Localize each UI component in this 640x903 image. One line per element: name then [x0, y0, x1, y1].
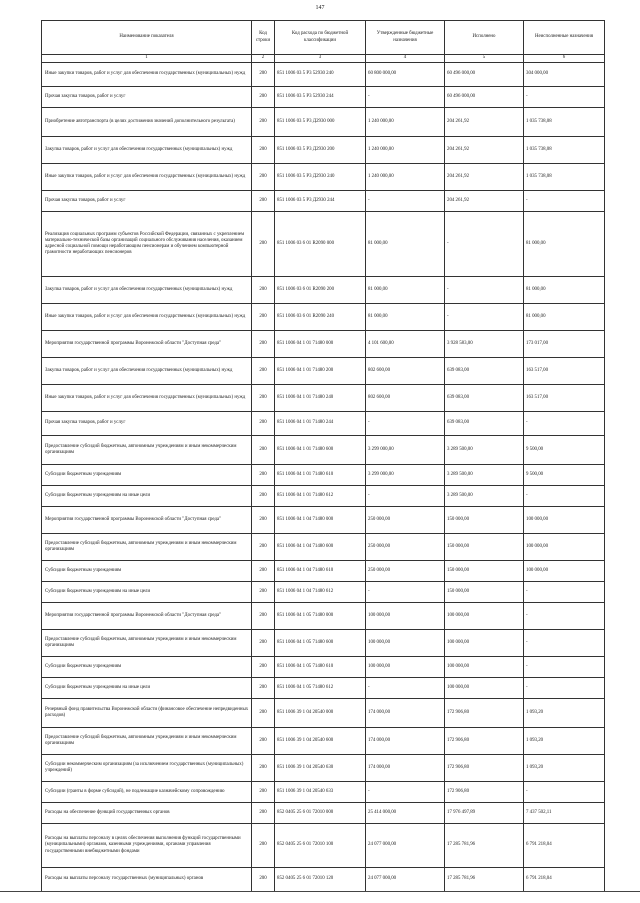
cell-executed: 3 289 500,00: [445, 486, 524, 507]
cell-approved: 174 000,00: [366, 699, 445, 728]
cell-indicator-name: Мероприятия государственной программы Воронежской области "Доступная среда": [42, 603, 252, 630]
cell-unexecuted: 1 093,20: [524, 728, 605, 755]
cell-line-code: 200: [252, 63, 275, 87]
budget-execution-table: [41, 20, 605, 892]
cell-approved: 81 000,00: [366, 212, 445, 277]
cell-executed: -: [445, 304, 524, 331]
table-row: [42, 630, 605, 657]
cell-executed: 60 496 000,00: [445, 87, 524, 108]
cell-line-code: 200: [252, 782, 275, 803]
cell-approved: 1 240 000,00: [366, 164, 445, 191]
cell-line-code: 200: [252, 803, 275, 824]
cell-unexecuted: 6 791 218,04: [524, 868, 605, 892]
cell-indicator-name: Приобретение автотранспорта (в целях достижения значений дополнительного результата): [42, 108, 252, 137]
cell-unexecuted: 7 437 502,11: [524, 803, 605, 824]
cell-line-code: 200: [252, 699, 275, 728]
cell-indicator-name: Прочая закупка товаров, работ и услуг: [42, 191, 252, 212]
cell-unexecuted: 100 000,00: [524, 534, 605, 561]
table-row: [42, 582, 605, 603]
cell-expense-code: 851 1006 04 1 01 71480 612: [275, 486, 366, 507]
table-row: [42, 561, 605, 582]
cell-approved: 100 000,00: [366, 603, 445, 630]
cell-line-code: 200: [252, 582, 275, 603]
cell-executed: 100 000,00: [445, 603, 524, 630]
cell-indicator-name: Иные закупки товаров, работ и услуг для обеспечения государственных (муниципальных) нужд: [42, 385, 252, 412]
cell-indicator-name: Субсидии бюджетным учреждениям: [42, 465, 252, 486]
table-row: [42, 358, 605, 385]
cell-executed: 639 083,00: [445, 412, 524, 436]
table-row: [42, 385, 605, 412]
cell-approved: 25 414 000,00: [366, 803, 445, 824]
cell-unexecuted: 163 517,00: [524, 385, 605, 412]
cell-unexecuted: 100 000,00: [524, 507, 605, 534]
cell-approved: 250 000,00: [366, 507, 445, 534]
cell-executed: 100 000,00: [445, 657, 524, 678]
table-row: [42, 603, 605, 630]
cell-executed: 639 083,00: [445, 358, 524, 385]
cell-indicator-name: Субсидии бюджетным учреждениям: [42, 561, 252, 582]
cell-line-code: 200: [252, 657, 275, 678]
table-row: [42, 824, 605, 868]
cell-expense-code: 851 1006 04 1 04 71480 600: [275, 534, 366, 561]
cell-unexecuted: -: [524, 582, 605, 603]
column-number: 2: [252, 55, 275, 63]
cell-approved: 174 000,00: [366, 728, 445, 755]
cell-unexecuted: 1 035 738,08: [524, 108, 605, 137]
cell-indicator-name: Предоставление субсидий бюджетным, автономным учреждениям и иным некоммерческим организациям: [42, 728, 252, 755]
cell-approved: 3 299 000,00: [366, 465, 445, 486]
cell-indicator-name: Расходы на выплаты персоналу в целях обеспечения выполнения функций государственными (муниципальными) органами, казенными учреждениями, органами управления государственными внебюджетными фондами: [42, 824, 252, 868]
cell-executed: 100 000,00: [445, 630, 524, 657]
cell-unexecuted: 1 035 738,08: [524, 137, 605, 164]
column-number: 6: [524, 55, 605, 63]
cell-unexecuted: -: [524, 87, 605, 108]
cell-indicator-name: Закупка товаров, работ и услуг для обеспечения государственных (муниципальных) нужд: [42, 358, 252, 385]
cell-line-code: 200: [252, 436, 275, 465]
cell-unexecuted: -: [524, 782, 605, 803]
cell-indicator-name: Закупка товаров, работ и услуг для обеспечения государственных (муниципальных) нужд: [42, 277, 252, 304]
cell-approved: 4 101 600,00: [366, 331, 445, 358]
cell-expense-code: 851 1006 04 1 05 71480 610: [275, 657, 366, 678]
cell-expense-code: 852 0405 25 6 01 72010 120: [275, 868, 366, 892]
column-number: 4: [366, 55, 445, 63]
cell-unexecuted: 6 791 218,04: [524, 824, 605, 868]
cell-approved: 81 000,00: [366, 304, 445, 331]
cell-expense-code: 851 1006 03 5 P3 Д2930 200: [275, 137, 366, 164]
cell-line-code: 200: [252, 755, 275, 782]
cell-executed: 204 261,92: [445, 137, 524, 164]
cell-indicator-name: Реализация социальных программ субъектов Российской Федерации, связанных с укреплением материально-технической базы организаций социального обслуживания населения, оказанием адресной социальной помощи неработающим пенсионерам и обучением компьютерной грамотности неработающих пенсионеров: [42, 212, 252, 277]
cell-indicator-name: Субсидии бюджетным учреждениям на иные цели: [42, 678, 252, 699]
cell-expense-code: 851 1006 03 5 P3 52930 244: [275, 87, 366, 108]
table-row: [42, 782, 605, 803]
table-row: [42, 868, 605, 892]
cell-approved: -: [366, 87, 445, 108]
table-body: [42, 63, 605, 892]
cell-line-code: 200: [252, 465, 275, 486]
cell-executed: 150 000,00: [445, 507, 524, 534]
cell-expense-code: 851 1006 03 6 01 R2090 200: [275, 277, 366, 304]
table-row: [42, 465, 605, 486]
cell-approved: 802 600,00: [366, 358, 445, 385]
cell-approved: 1 240 000,00: [366, 137, 445, 164]
cell-approved: 100 000,00: [366, 630, 445, 657]
cell-approved: -: [366, 582, 445, 603]
cell-unexecuted: 1 093,20: [524, 755, 605, 782]
cell-indicator-name: Субсидии некоммерческим организациям (за исключением государственных (муниципальных) учреждений): [42, 755, 252, 782]
cell-executed: 3 289 500,00: [445, 465, 524, 486]
cell-unexecuted: 9 500,00: [524, 465, 605, 486]
cell-approved: -: [366, 678, 445, 699]
header-executed: Исполнено: [445, 21, 524, 55]
cell-expense-code: 851 1006 04 1 01 71480 600: [275, 436, 366, 465]
cell-approved: -: [366, 412, 445, 436]
column-number: 3: [275, 55, 366, 63]
header-approved: Утвержденные бюджетные назначения: [366, 21, 445, 55]
cell-indicator-name: Иные закупки товаров, работ и услуг для обеспечения государственных (муниципальных) нужд: [42, 304, 252, 331]
cell-approved: 3 299 000,00: [366, 436, 445, 465]
cell-executed: -: [445, 277, 524, 304]
cell-executed: 3 289 500,00: [445, 436, 524, 465]
table-row: [42, 137, 605, 164]
cell-approved: -: [366, 782, 445, 803]
cell-line-code: 200: [252, 358, 275, 385]
page-number: 147: [315, 5, 325, 11]
cell-expense-code: 852 0405 25 6 01 72010 000: [275, 803, 366, 824]
cell-indicator-name: Иные закупки товаров, работ и услуг для обеспечения государственных (муниципальных) нужд: [42, 63, 252, 87]
cell-expense-code: 851 1006 03 6 01 R2090 240: [275, 304, 366, 331]
cell-expense-code: 851 1006 04 1 05 71480 600: [275, 630, 366, 657]
cell-executed: 172 906,80: [445, 728, 524, 755]
cell-executed: 639 083,00: [445, 385, 524, 412]
cell-unexecuted: 304 000,00: [524, 63, 605, 87]
cell-unexecuted: -: [524, 657, 605, 678]
cell-expense-code: 851 1006 04 1 01 71480 200: [275, 358, 366, 385]
cell-executed: 17 976 497,89: [445, 803, 524, 824]
cell-line-code: 200: [252, 277, 275, 304]
cell-approved: 60 800 000,00: [366, 63, 445, 87]
cell-executed: 17 285 781,96: [445, 824, 524, 868]
cell-line-code: 200: [252, 728, 275, 755]
cell-executed: 150 000,00: [445, 561, 524, 582]
cell-line-code: 200: [252, 412, 275, 436]
cell-line-code: 200: [252, 87, 275, 108]
cell-indicator-name: Субсидии бюджетным учреждениям на иные цели: [42, 486, 252, 507]
cell-expense-code: 851 1006 04 1 01 71480 610: [275, 465, 366, 486]
cell-approved: 24 077 000,00: [366, 824, 445, 868]
cell-unexecuted: -: [524, 678, 605, 699]
table-row: [42, 331, 605, 358]
cell-expense-code: 851 1006 39 1 04 20540 000: [275, 699, 366, 728]
table-row: [42, 755, 605, 782]
cell-approved: 81 000,00: [366, 277, 445, 304]
page-bottom-rule: [0, 891, 640, 892]
table-row: [42, 304, 605, 331]
cell-expense-code: 851 1006 39 1 04 20540 600: [275, 728, 366, 755]
cell-approved: 250 000,00: [366, 561, 445, 582]
cell-indicator-name: Субсидии бюджетным учреждениям на иные цели: [42, 582, 252, 603]
cell-line-code: 200: [252, 331, 275, 358]
cell-executed: 204 261,92: [445, 164, 524, 191]
cell-indicator-name: Субсидии (гранты в форме субсидий), не подлежащие казначейскому сопровождению: [42, 782, 252, 803]
table-row: [42, 412, 605, 436]
cell-unexecuted: -: [524, 412, 605, 436]
cell-approved: -: [366, 191, 445, 212]
cell-approved: 250 000,00: [366, 534, 445, 561]
table-row: [42, 63, 605, 87]
cell-executed: 172 906,80: [445, 755, 524, 782]
cell-line-code: 200: [252, 561, 275, 582]
cell-expense-code: 851 1006 04 1 05 71480 612: [275, 678, 366, 699]
table-row: [42, 212, 605, 277]
cell-executed: 172 906,80: [445, 782, 524, 803]
cell-expense-code: 851 1006 03 5 P3 Д2930 244: [275, 191, 366, 212]
cell-executed: 17 285 781,96: [445, 868, 524, 892]
header-line-code: Код строки: [252, 21, 275, 55]
cell-executed: 150 000,00: [445, 582, 524, 603]
table-row: [42, 191, 605, 212]
cell-expense-code: 851 1006 04 1 01 71480 240: [275, 385, 366, 412]
table-row: [42, 277, 605, 304]
table-row: [42, 728, 605, 755]
cell-approved: 802 600,00: [366, 385, 445, 412]
header-expense-code: Код расхода по бюджетной классификации: [275, 21, 366, 55]
table-row: [42, 507, 605, 534]
cell-indicator-name: Закупка товаров, работ и услуг для обеспечения государственных (муниципальных) нужд: [42, 137, 252, 164]
cell-indicator-name: Расходы на обеспечение функций государственных органов: [42, 803, 252, 824]
cell-unexecuted: 1 035 738,08: [524, 164, 605, 191]
cell-indicator-name: Иные закупки товаров, работ и услуг для обеспечения государственных (муниципальных) нужд: [42, 164, 252, 191]
table-header-row: [42, 21, 605, 55]
cell-unexecuted: 173 017,00: [524, 331, 605, 358]
column-number: 5: [445, 55, 524, 63]
cell-expense-code: 851 1006 39 1 04 20540 633: [275, 782, 366, 803]
cell-expense-code: 851 1006 03 5 P3 Д2930 240: [275, 164, 366, 191]
table-row: [42, 699, 605, 728]
cell-executed: -: [445, 212, 524, 277]
column-number: 1: [42, 55, 252, 63]
cell-expense-code: 851 1006 03 5 P3 52930 240: [275, 63, 366, 87]
cell-indicator-name: Субсидии бюджетным учреждениям: [42, 657, 252, 678]
cell-line-code: 200: [252, 486, 275, 507]
cell-expense-code: 851 1006 04 1 04 71480 612: [275, 582, 366, 603]
cell-executed: 60 496 000,00: [445, 63, 524, 87]
cell-unexecuted: -: [524, 603, 605, 630]
cell-indicator-name: Мероприятия государственной программы Воронежской области "Доступная среда": [42, 507, 252, 534]
header-indicator-name: Наименование показателя: [42, 21, 252, 55]
table-row: [42, 87, 605, 108]
cell-line-code: 200: [252, 385, 275, 412]
cell-unexecuted: 1 093,20: [524, 699, 605, 728]
cell-expense-code: 851 1006 04 1 05 71480 000: [275, 603, 366, 630]
cell-line-code: 200: [252, 603, 275, 630]
cell-indicator-name: Резервный фонд правительства Воронежской области (финансовое обеспечение непредвиденных расходов): [42, 699, 252, 728]
cell-line-code: 200: [252, 678, 275, 699]
cell-line-code: 200: [252, 304, 275, 331]
cell-indicator-name: Прочая закупка товаров, работ и услуг: [42, 412, 252, 436]
cell-approved: -: [366, 486, 445, 507]
cell-expense-code: 851 1006 04 1 04 71480 610: [275, 561, 366, 582]
cell-indicator-name: Расходы на выплаты персоналу государственных (муниципальных) органов: [42, 868, 252, 892]
cell-executed: 150 000,00: [445, 534, 524, 561]
cell-indicator-name: Прочая закупка товаров, работ и услуг: [42, 87, 252, 108]
cell-expense-code: 851 1006 04 1 01 71480 000: [275, 331, 366, 358]
cell-line-code: 200: [252, 507, 275, 534]
table-row: [42, 678, 605, 699]
cell-expense-code: 851 1006 04 1 01 71480 244: [275, 412, 366, 436]
cell-unexecuted: 163 517,00: [524, 358, 605, 385]
cell-expense-code: 852 0405 25 6 01 72010 100: [275, 824, 366, 868]
table-row: [42, 108, 605, 137]
table-row: [42, 534, 605, 561]
cell-unexecuted: 81 000,00: [524, 304, 605, 331]
cell-expense-code: 851 1006 39 1 04 20540 630: [275, 755, 366, 782]
cell-unexecuted: 100 000,00: [524, 561, 605, 582]
cell-line-code: 200: [252, 824, 275, 868]
table-row: [42, 436, 605, 465]
cell-indicator-name: Мероприятия государственной программы Воронежской области "Доступная среда": [42, 331, 252, 358]
table-row: [42, 164, 605, 191]
cell-line-code: 200: [252, 630, 275, 657]
cell-unexecuted: -: [524, 630, 605, 657]
cell-indicator-name: Предоставление субсидий бюджетным, автономным учреждениям и иным некоммерческим организациям: [42, 630, 252, 657]
cell-unexecuted: 81 000,00: [524, 212, 605, 277]
cell-unexecuted: 81 000,00: [524, 277, 605, 304]
cell-executed: 172 906,80: [445, 699, 524, 728]
cell-expense-code: 851 1006 03 6 01 R2090 000: [275, 212, 366, 277]
cell-approved: 1 240 000,00: [366, 108, 445, 137]
cell-line-code: 200: [252, 534, 275, 561]
cell-line-code: 200: [252, 212, 275, 277]
cell-line-code: 200: [252, 108, 275, 137]
cell-line-code: 200: [252, 137, 275, 164]
header-unexecuted: Неисполненные назначения: [524, 21, 605, 55]
cell-expense-code: 851 1006 03 5 P3 Д2930 000: [275, 108, 366, 137]
cell-indicator-name: Предоставление субсидий бюджетным, автономным учреждениям и иным некоммерческим организациям: [42, 436, 252, 465]
cell-unexecuted: 9 500,00: [524, 436, 605, 465]
cell-executed: 3 928 583,00: [445, 331, 524, 358]
cell-executed: 204 261,92: [445, 108, 524, 137]
column-number-row: [42, 55, 605, 63]
cell-unexecuted: -: [524, 486, 605, 507]
cell-indicator-name: Предоставление субсидий бюджетным, автономным учреждениям и иным некоммерческим организациям: [42, 534, 252, 561]
cell-approved: 174 000,00: [366, 755, 445, 782]
cell-expense-code: 851 1006 04 1 04 71480 000: [275, 507, 366, 534]
cell-executed: 100 000,00: [445, 678, 524, 699]
cell-approved: 100 000,00: [366, 657, 445, 678]
cell-unexecuted: -: [524, 191, 605, 212]
cell-line-code: 200: [252, 191, 275, 212]
cell-line-code: 200: [252, 868, 275, 892]
table-row: [42, 803, 605, 824]
cell-line-code: 200: [252, 164, 275, 191]
table-row: [42, 657, 605, 678]
cell-executed: 204 261,92: [445, 191, 524, 212]
table-row: [42, 486, 605, 507]
cell-approved: 24 077 000,00: [366, 868, 445, 892]
